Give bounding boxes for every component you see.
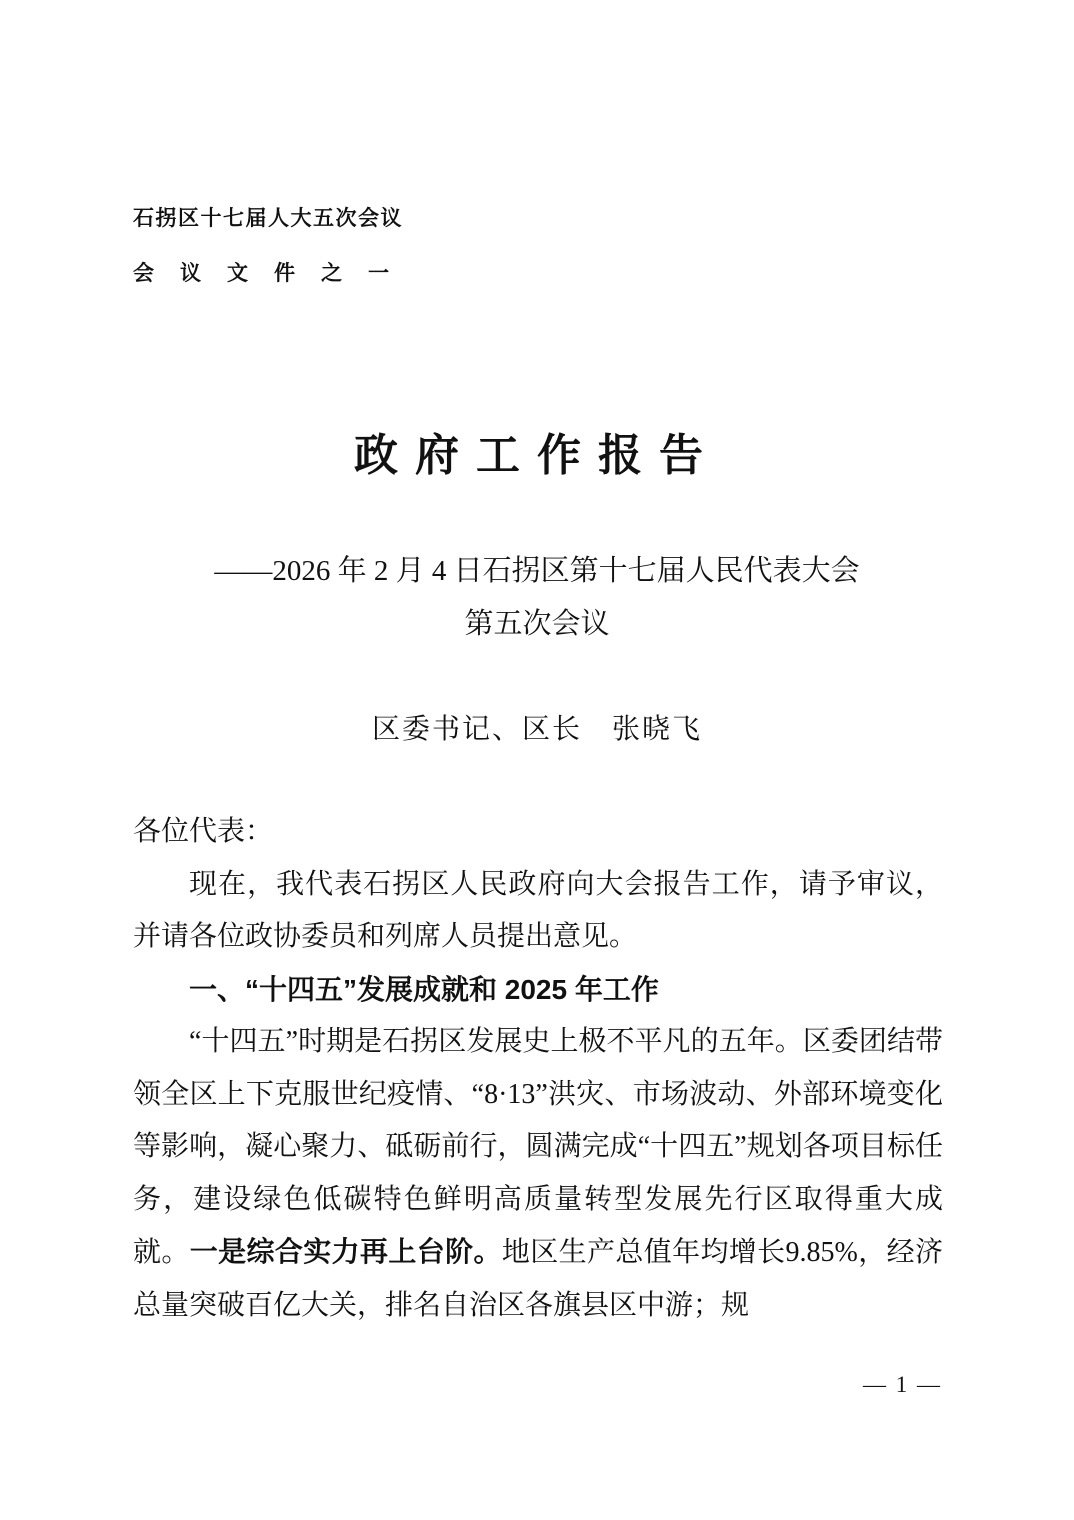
document-header xyxy=(133,202,415,287)
page-title: 政府工作报告 xyxy=(354,431,720,480)
main-paragraph-text-2: 地区生产总值年均增长9.85%，经济总量突破百亿大关，排名自治区各旗县区中游；规 xyxy=(133,1237,943,1321)
subtitle-line-1: ——2026 年 2 月 4 日石拐区第十七届人民代表大会 xyxy=(214,555,860,587)
header-session-line: 石拐区十七届人大五次会议 xyxy=(133,206,403,230)
main-paragraph-text-1: “十四五”时期是石拐区发展史上极不平凡的五年。区委团结带领全区上下克服世纪疫情、“8·13”洪灾、市场波动、外部环境变化等影响，凝心聚力、砥砺前行，圆满完成“十四五”规划各项目标任务，建设绿色低碳特色鲜明高质量转型发展先行区取得重大成就。 xyxy=(133,1026,943,1268)
body-text xyxy=(133,806,943,1332)
salutation: 各位代表： xyxy=(133,816,274,847)
main-paragraph-bold-run: 一是综合实力再上台阶。 xyxy=(189,1236,502,1267)
page-number: — 1 — xyxy=(863,1372,942,1397)
intro-paragraph: 现在，我代表石拐区人民政府向大会报告工作，请予审议，并请各位政协委员和列席人员提出意见。 xyxy=(133,868,943,952)
header-file-number-line: 会议文件之一 xyxy=(133,261,415,285)
subtitle-line-2: 第五次会议 xyxy=(464,608,610,640)
main-paragraph xyxy=(133,1016,943,1332)
section-heading: 一、“十四五”发展成就和 2025 年工作 xyxy=(189,973,659,1005)
byline-speaker: 区委书记、区长 张晓飞 xyxy=(371,714,702,745)
subtitle-block xyxy=(0,545,1074,651)
